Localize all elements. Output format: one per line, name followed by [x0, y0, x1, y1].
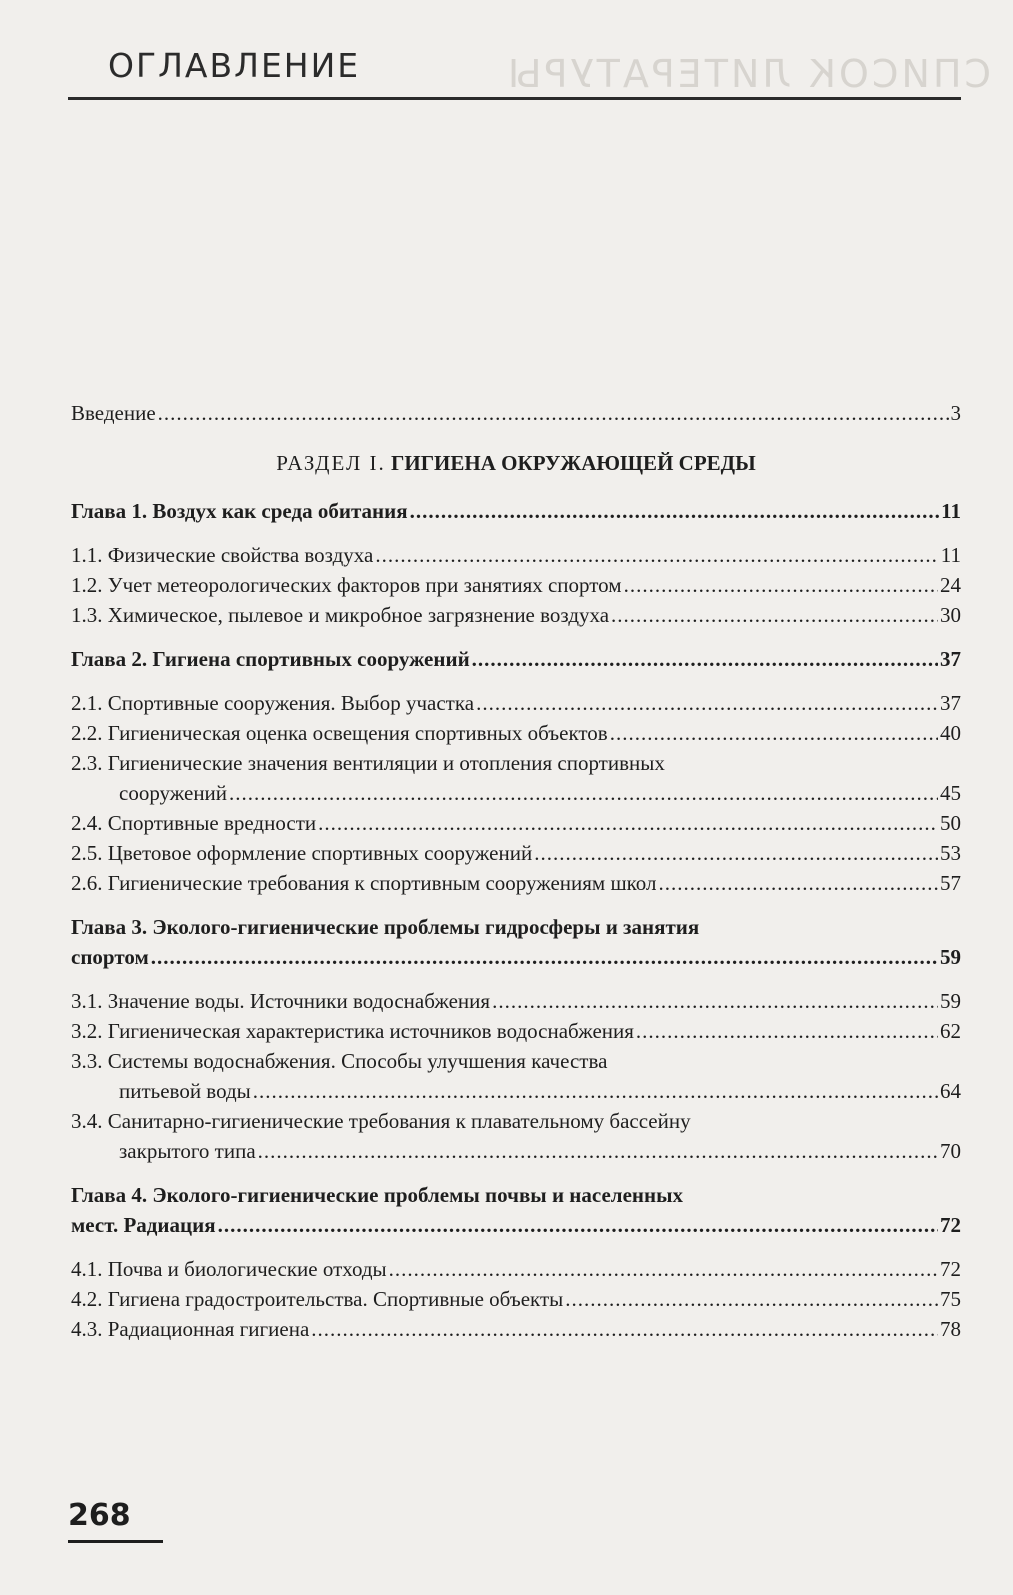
chapter-title: Глава 2. Гигиена спортивных сооружений	[71, 647, 470, 671]
toc-entry-3-3-first-line[interactable]: 3.3. Системы водоснабжения. Способы улучшения качества	[71, 1049, 608, 1073]
toc-entry-1-1[interactable]	[71, 540, 961, 570]
page-header-title: ОГЛАВЛЕНИЕ	[108, 46, 361, 85]
toc-entry-title: 2.5. Цветовое оформление спортивных сооружений	[71, 841, 533, 865]
spacer	[71, 630, 961, 644]
toc-entry-page: 50	[940, 811, 961, 835]
toc-entry-page: 30	[940, 603, 961, 627]
toc-entry-4-2[interactable]	[71, 1284, 961, 1314]
toc-entry-1-3[interactable]	[71, 600, 961, 630]
toc-entry-title: 3.2. Гигиеническая характеристика источников водоснабжения	[71, 1019, 634, 1043]
toc-entry-page: 40	[940, 721, 961, 745]
toc-entry-page: 75	[940, 1287, 961, 1311]
toc-entry-intro[interactable]	[71, 398, 961, 428]
spacer	[71, 1240, 961, 1254]
header-rule	[68, 97, 961, 100]
section-heading	[71, 448, 961, 478]
toc-entry-page: 70	[940, 1139, 961, 1163]
toc-entry-1-2[interactable]	[71, 570, 961, 600]
toc-entry-title: 2.6. Гигиенические требования к спортивным сооружениям школ	[71, 871, 657, 895]
toc-chapter-1[interactable]	[71, 496, 961, 526]
toc-entry-2-1[interactable]	[71, 688, 961, 718]
dot-leader	[658, 868, 938, 898]
toc-entry-page: 59	[940, 989, 961, 1013]
toc-entry-title-continuation: питьевой воды	[119, 1079, 251, 1103]
spacer	[71, 674, 961, 688]
chapter-title-continuation: спортом	[71, 945, 149, 969]
dot-leader	[624, 570, 938, 600]
chapter-title-continuation: мест. Радиация	[71, 1213, 216, 1237]
dot-leader	[476, 688, 938, 718]
dot-leader	[375, 540, 938, 570]
toc-entry-title: 4.2. Гигиена градостроительства. Спортивные объекты	[71, 1287, 564, 1311]
toc-entry-title: 1.1. Физические свойства воздуха	[71, 543, 374, 567]
dot-leader	[472, 644, 938, 674]
dot-leader	[565, 1284, 938, 1314]
dot-leader	[229, 778, 938, 808]
toc-entry-4-3[interactable]	[71, 1314, 961, 1344]
toc-entry-title-continuation: закрытого типа	[119, 1139, 256, 1163]
toc-chapter-3-first-line[interactable]: Глава 3. Эколого-гигиенические проблемы гидросферы и занятия	[71, 915, 700, 939]
toc-entry-2-6[interactable]	[71, 868, 961, 898]
dot-leader	[636, 1016, 938, 1046]
toc-entry-3-1[interactable]	[71, 986, 961, 1016]
dot-leader	[492, 986, 938, 1016]
dot-leader	[253, 1076, 938, 1106]
toc-entry-page: 57	[940, 871, 961, 895]
toc-entry-title: 1.2. Учет метеорологических факторов при занятиях спортом	[71, 573, 622, 597]
chapter-title: Глава 1. Воздух как среда обитания	[71, 499, 408, 523]
chapter-page: 37	[940, 647, 961, 671]
toc-entry-page: 11	[940, 543, 961, 567]
page-number: 268	[68, 1498, 131, 1533]
dot-leader	[151, 942, 938, 972]
toc-entry-title: 2.1. Спортивные сооружения. Выбор участка	[71, 691, 475, 715]
section-title: ГИГИЕНА ОКРУЖАЮЩЕЙ СРЕДЫ	[391, 451, 756, 475]
toc-entry-title: 3.1. Значение воды. Источники водоснабжения	[71, 989, 491, 1013]
toc-entry-title: Введение	[71, 401, 156, 425]
toc-entry-page: 45	[940, 781, 961, 805]
toc-chapter-4-first-line[interactable]: Глава 4. Эколого-гигиенические проблемы почвы и населенных	[71, 1183, 683, 1207]
toc-entry-3-2[interactable]	[71, 1016, 961, 1046]
toc-entry-2-3-first-line[interactable]: 2.3. Гигиенические значения вентиляции и отопления спортивных	[71, 751, 665, 775]
spacer	[71, 1166, 961, 1180]
toc-entry-page: 3	[950, 401, 961, 425]
chapter-page: 11	[941, 499, 961, 523]
toc-entry-2-2[interactable]	[71, 718, 961, 748]
dot-leader	[410, 496, 940, 526]
toc-entry-page: 78	[940, 1317, 961, 1341]
toc-entry-page: 24	[940, 573, 961, 597]
dot-leader	[534, 838, 938, 868]
chapter-page: 72	[940, 1213, 961, 1237]
chapter-page: 59	[940, 945, 961, 969]
spacer	[71, 898, 961, 912]
dot-leader	[389, 1254, 938, 1284]
toc-entry-page: 62	[940, 1019, 961, 1043]
toc-entry-3-3[interactable]	[71, 1076, 961, 1106]
toc-entry-page: 64	[940, 1079, 961, 1103]
dot-leader	[218, 1210, 938, 1240]
section-number: РАЗДЕЛ I.	[276, 451, 386, 475]
toc-entry-3-4[interactable]	[71, 1136, 961, 1166]
toc-entry-page: 72	[940, 1257, 961, 1281]
toc-entry-title-continuation: сооружений	[119, 781, 228, 805]
toc-entry-2-5[interactable]	[71, 838, 961, 868]
dot-leader	[311, 1314, 938, 1344]
spacer	[71, 972, 961, 986]
dot-leader	[258, 1136, 938, 1166]
toc-entry-3-4-first-line[interactable]: 3.4. Санитарно-гигиенические требования к плавательному бассейну	[71, 1109, 691, 1133]
toc-chapter-3[interactable]	[71, 942, 961, 972]
bleed-through-text: СПИСОК ЛИТЕРАТУРЫ	[505, 52, 991, 96]
table-of-contents	[71, 398, 961, 1344]
toc-entry-page: 37	[940, 691, 961, 715]
dot-leader	[611, 600, 938, 630]
toc-entry-title: 1.3. Химическое, пылевое и микробное загрязнение воздуха	[71, 603, 610, 627]
dot-leader	[610, 718, 938, 748]
toc-entry-4-1[interactable]	[71, 1254, 961, 1284]
dot-leader	[318, 808, 938, 838]
toc-entry-2-4[interactable]	[71, 808, 961, 838]
toc-entry-title: 2.2. Гигиеническая оценка освещения спортивных объектов	[71, 721, 608, 745]
toc-chapter-2[interactable]	[71, 644, 961, 674]
toc-entry-2-3[interactable]	[71, 778, 961, 808]
page-number-rule	[68, 1540, 163, 1543]
toc-entry-title: 4.3. Радиационная гигиена	[71, 1317, 310, 1341]
toc-entry-title: 2.4. Спортивные вредности	[71, 811, 317, 835]
dot-leader	[158, 398, 949, 428]
spacer	[71, 526, 961, 540]
toc-entry-title: 4.1. Почва и биологические отходы	[71, 1257, 387, 1281]
toc-entry-page: 53	[940, 841, 961, 865]
toc-chapter-4[interactable]	[71, 1210, 961, 1240]
